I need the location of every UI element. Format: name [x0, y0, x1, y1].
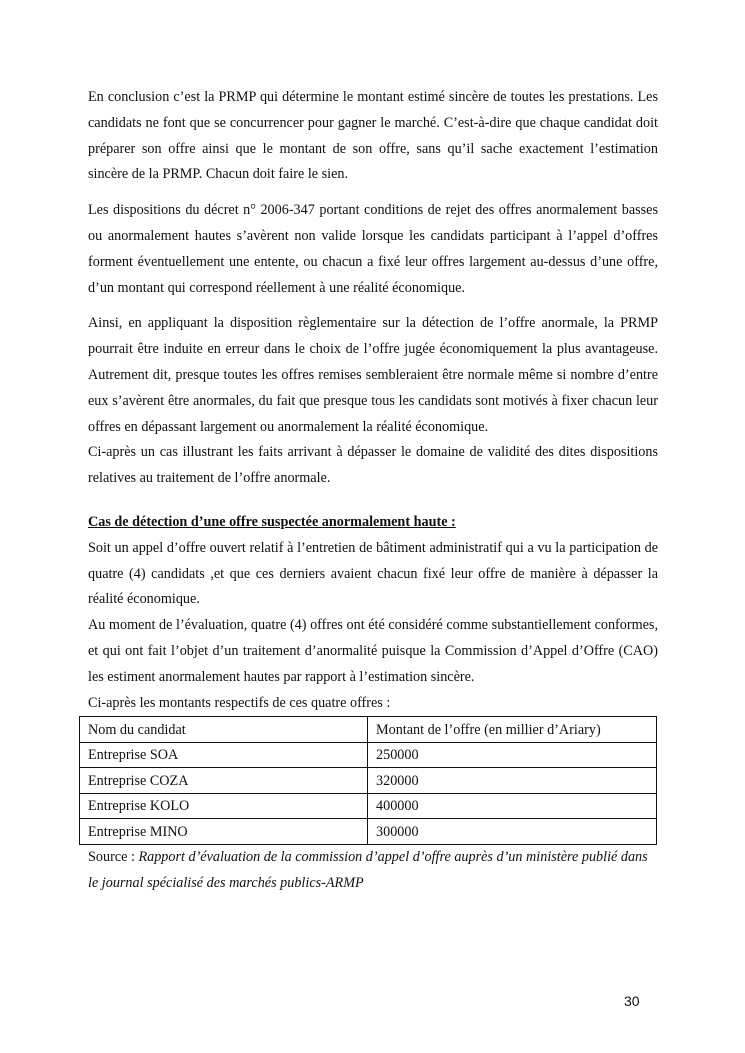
- paragraph-case-intro: Ci-après un cas illustrant les faits arrivant à dépasser le domaine de validité des dites dispositions relatives au traitement de l’offre anormale.: [88, 444, 658, 487]
- offers-table: [79, 716, 657, 845]
- paragraph-case-description: Soit un appel d’offre ouvert relatif à l’entretien de bâtiment administratif qui a vu la participation de quatre (4) candidats ,et que ces derniers avaient chacun fixé leur offre de manière à dépasser la réalité économique.: [88, 539, 658, 608]
- table-cell-amount: 400000: [368, 793, 657, 819]
- table-cell-candidate: Entreprise COZA: [80, 768, 368, 794]
- page-number: 30: [624, 993, 640, 1009]
- table-cell-amount: 320000: [368, 768, 657, 794]
- paragraph-evaluation: Au moment de l’évaluation, quatre (4) offres ont été considéré comme substantiellement conformes, et qui ont fait l’objet d’un traitement d’anormalité puisque la Commission d’Appel d’Offre (CAO) les estiment anormalement hautes par rapport à l’estimation sincère.: [88, 617, 658, 685]
- table-header-cell: Montant de l’offre (en millier d’Ariary): [368, 717, 657, 743]
- table-cell-candidate: Entreprise KOLO: [80, 793, 368, 819]
- source-label: Source :: [88, 848, 139, 865]
- table-row: [80, 742, 657, 768]
- case-heading: Cas de détection d’une offre suspectée anormalement haute :: [88, 513, 456, 530]
- table-row: [80, 768, 657, 794]
- table-cell-amount: 250000: [368, 742, 657, 768]
- table-row: [80, 793, 657, 819]
- table-row: [80, 819, 657, 845]
- source-text: Rapport d’évaluation de la commission d’appel d’offre auprès d’un ministère publié dans le journal spécialisé des marchés publics-ARMP: [88, 848, 648, 891]
- table-cell-candidate: Entreprise MINO: [80, 819, 368, 845]
- paragraph-table-intro: Ci-après les montants respectifs de ces quatre offres :: [88, 694, 391, 711]
- page-content: [88, 85, 658, 896]
- source-note: [88, 845, 658, 897]
- table-header-cell: Nom du candidat: [80, 717, 368, 743]
- paragraph-conclusion: En conclusion c’est la PRMP qui détermine le montant estimé sincère de toutes les prestations. Les candidats ne font que se concurrencer pour gagner le marché. C’est-à-dire que chaque candidat doit préparer son offre ainsi que le montant de son offre, sans qu’il sache exactement l’estimation sincère de la PRMP. Chacun doit faire le sien.: [88, 89, 658, 183]
- table-cell-amount: 300000: [368, 819, 657, 845]
- paragraph-decree: Les dispositions du décret n° 2006-347 portant conditions de rejet des offres anormalement basses ou anormalement hautes s’avèrent non valide lorsque les candidats participant à l’appel d’offres forment éventuellement une entente, ou chacun a fixé leur offres largement au-dessus d’une offre, d’un montant qui correspond réellement à une réalité économique.: [88, 202, 658, 296]
- paragraph-regulatory: Ainsi, en appliquant la disposition règlementaire sur la détection de l’offre anormale, la PRMP pourrait être induite en erreur dans le choix de l’offre jugée économiquement la plus avantageuse. Autrement dit, presque toutes les offres remises sembleraient être normale même si nombre d’entre eux s’avèrent être anormales, du fait que presque tous les candidats sont motivés à fixer chacun leur offres en dépassant largement ou anormalement la réalité économique.: [88, 315, 658, 435]
- table-header-row: [80, 717, 657, 743]
- table-cell-candidate: Entreprise SOA: [80, 742, 368, 768]
